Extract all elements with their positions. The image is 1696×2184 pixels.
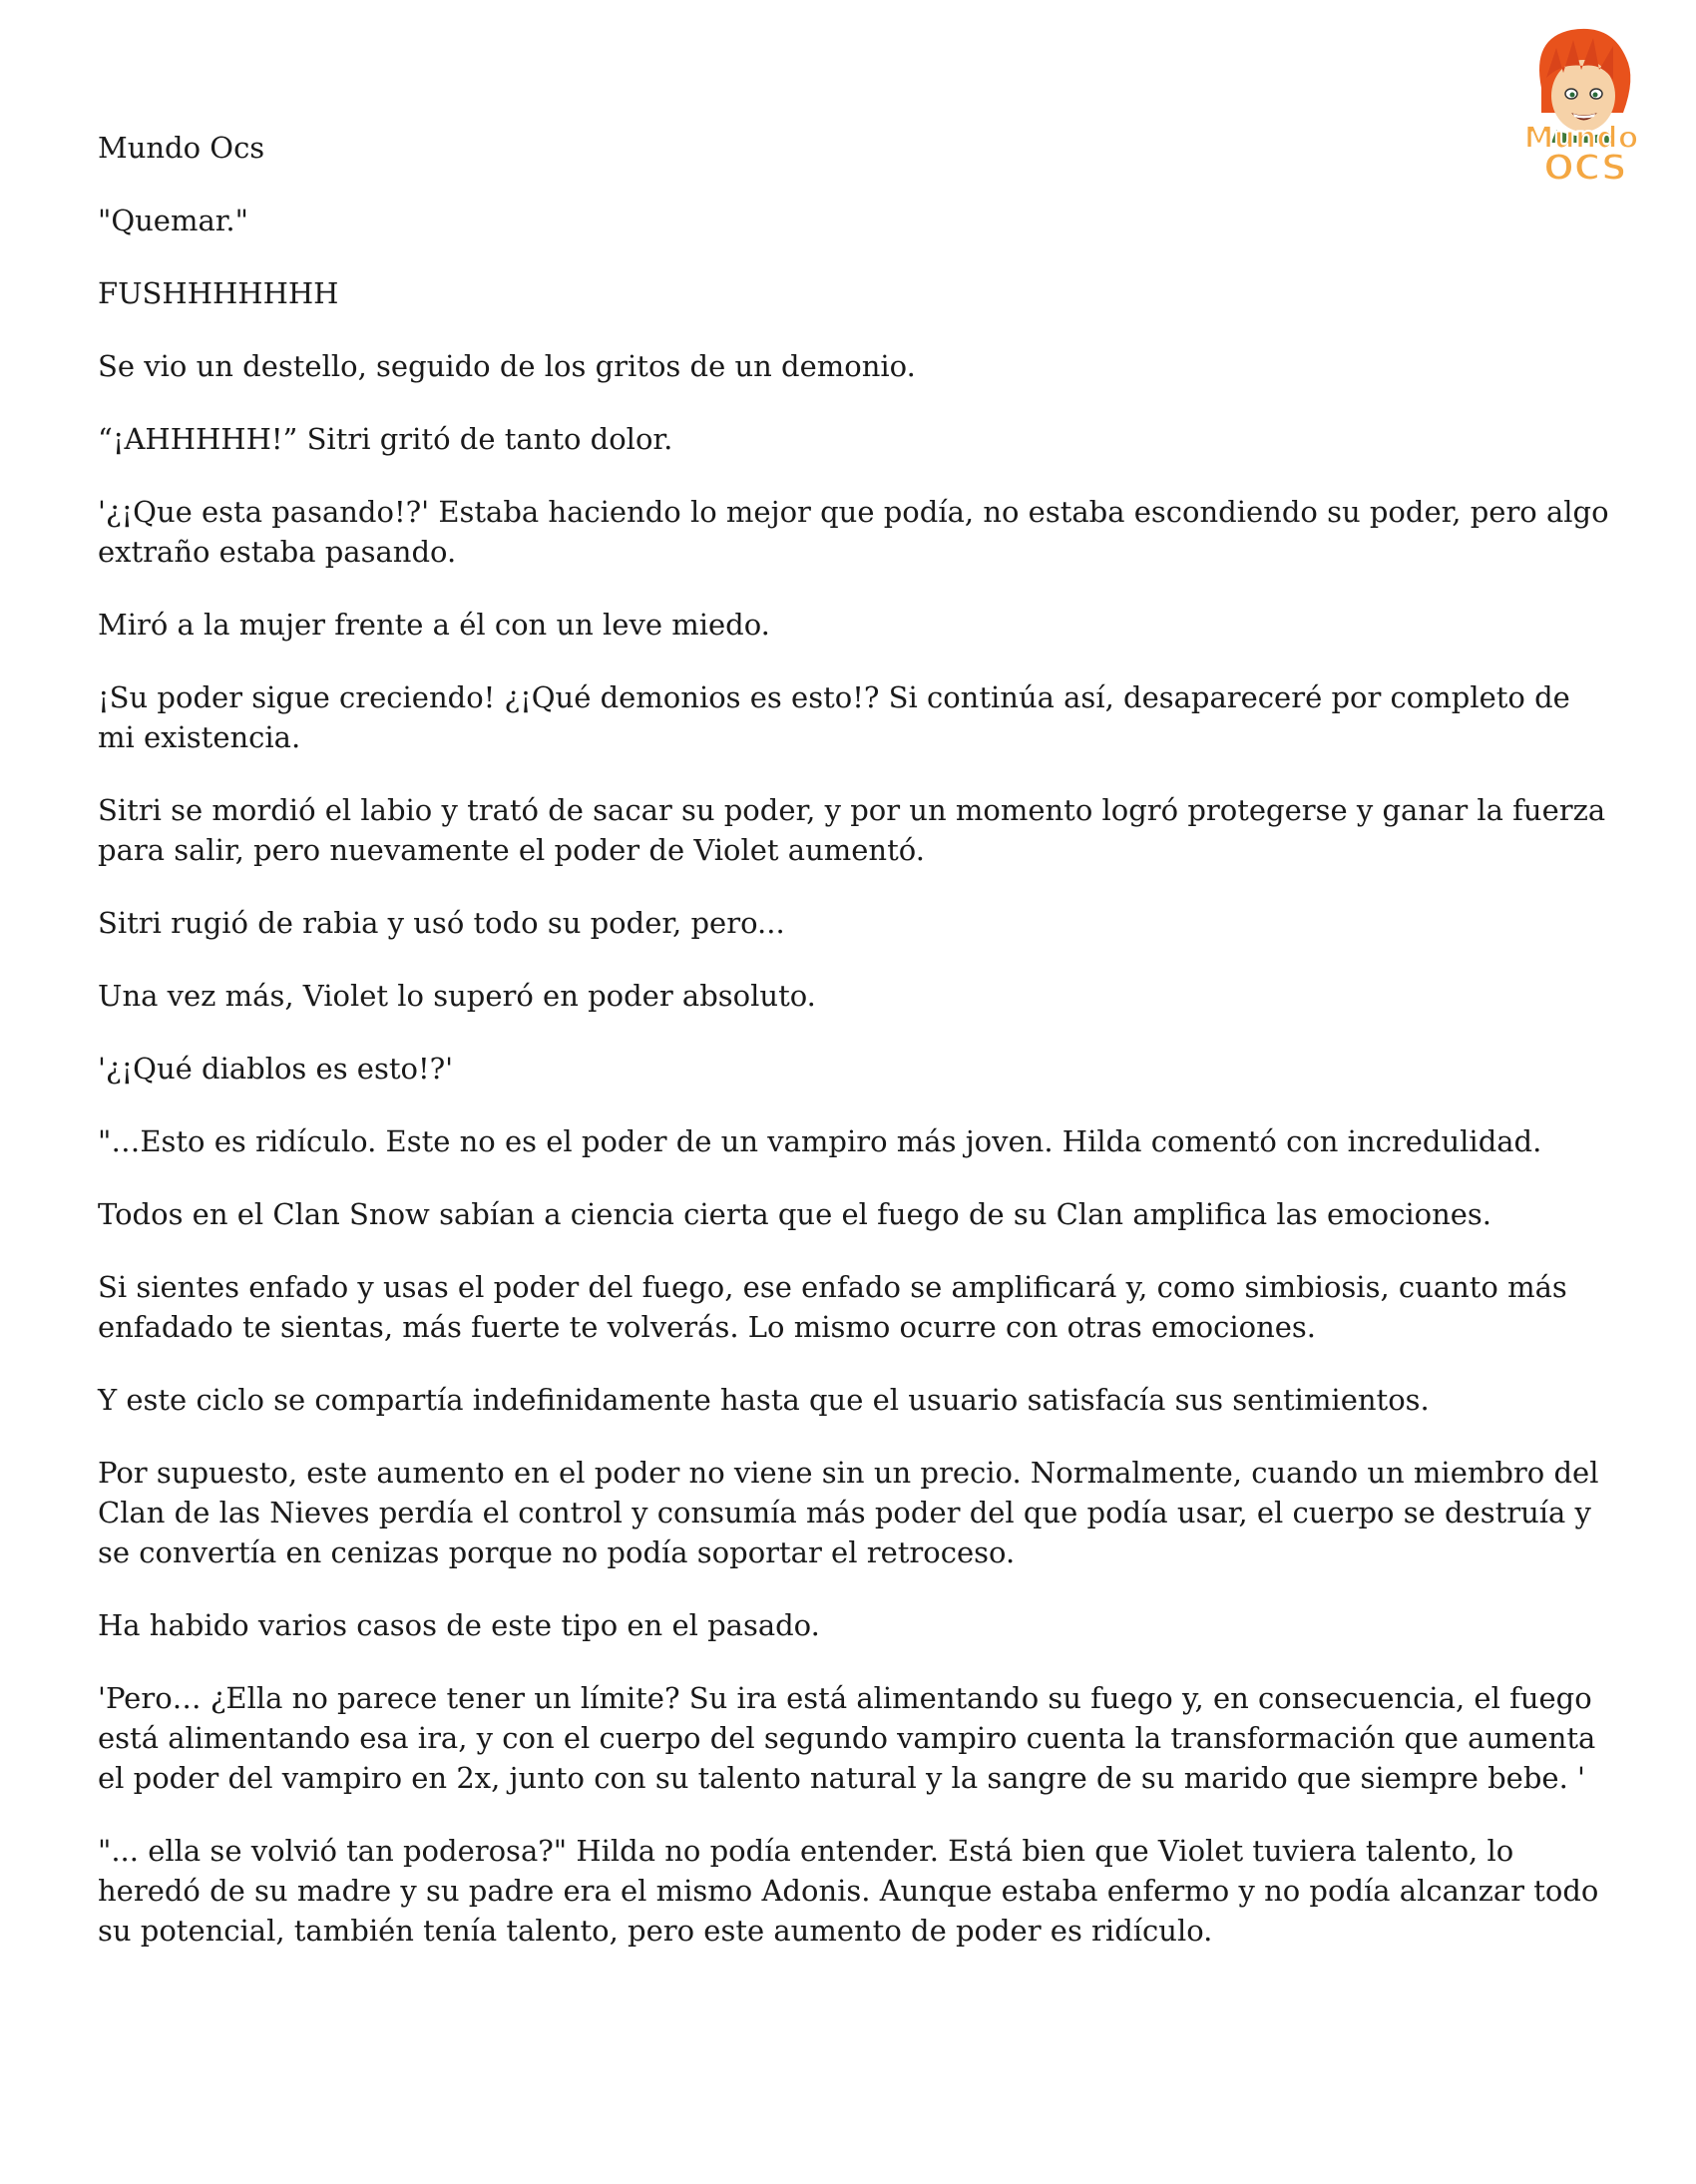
paragraph: Sitri rugió de rabia y usó todo su poder, pero... xyxy=(98,906,785,940)
paragraph: Todos en el Clan Snow sabían a ciencia cierta que el fuego de su Clan amplifica las emociones. xyxy=(98,1197,1492,1231)
paragraph: Si sientes enfado y usas el poder del fuego, ese enfado se amplificará y, como simbiosis, cuanto más enfadado te sientas, más fuerte te volverás. Lo mismo ocurre con otras emociones. xyxy=(98,1270,1567,1344)
paragraph: "…Esto es ridículo. Este no es el poder de un vampiro más joven. Hilda comentó con incredulidad. xyxy=(98,1124,1542,1158)
paragraph: FUSHHHHHHH xyxy=(98,276,339,310)
paragraph: Por supuesto, este aumento en el poder no viene sin un precio. Normalmente, cuando un miembro del Clan de las Nieves perdía el control y consumía más poder del que podía usar, el cuerpo se destruía y se convertía en cenizas porque no podía soportar el retroceso. xyxy=(98,1456,1599,1569)
paragraph: 'Pero… ¿Ella no parece tener un límite? Su ira está alimentando su fuego y, en consecuencia, el fuego está alimentando esa ira, y con el cuerpo del segundo vampiro cuenta la transformación que aumenta el poder del vampiro en 2x, junto con su talento natural y la sangre de su marido que siempre bebe. ' xyxy=(98,1681,1596,1795)
logo-text-line2: OCS xyxy=(1543,148,1627,188)
paragraph: Sitri se mordió el labio y trató de sacar su poder, y por un momento logró protegerse y ganar la fuerza para salir, pero nuevamente el poder de Violet aumentó. xyxy=(98,793,1606,867)
document-body xyxy=(98,128,1614,1983)
paragraph: "... ella se volvió tan poderosa?" Hilda no podía entender. Está bien que Violet tuviera talento, lo heredó de su madre y su padre era el mismo Adonis. Aunque estaba enfermo y no podía alcanzar todo su potencial, también tenía talento, pero este aumento de poder es ridículo. xyxy=(98,1834,1599,1948)
paragraph: '¿¡Qué diablos es esto!?' xyxy=(98,1052,454,1086)
paragraph: “¡AHHHHH!” Sitri gritó de tanto dolor. xyxy=(98,422,673,456)
paragraph: Se vio un destello, seguido de los gritos de un demonio. xyxy=(98,349,916,383)
paragraph: Mundo Ocs xyxy=(98,131,265,165)
paragraph: Y este ciclo se compartía indefinidamente hasta que el usuario satisfacía sus sentimientos. xyxy=(98,1383,1430,1417)
paragraph: Miró a la mujer frente a él con un leve miedo. xyxy=(98,608,770,642)
paragraph: Una vez más, Violet lo superó en poder absoluto. xyxy=(98,979,816,1013)
paragraph: ¡Su poder sigue creciendo! ¿¡Qué demonios es esto!? Si continúa así, desapareceré por completo de mi existencia. xyxy=(98,680,1570,754)
logo-text-line1: Mundo xyxy=(1523,121,1639,156)
paragraph: Ha habido varios casos de este tipo en el pasado. xyxy=(98,1608,820,1642)
paragraph: "Quemar." xyxy=(98,204,248,237)
paragraph: '¿¡Que esta pasando!?' Estaba haciendo lo mejor que podía, no estaba escondiendo su poder, pero algo extraño estaba pasando. xyxy=(98,495,1609,569)
